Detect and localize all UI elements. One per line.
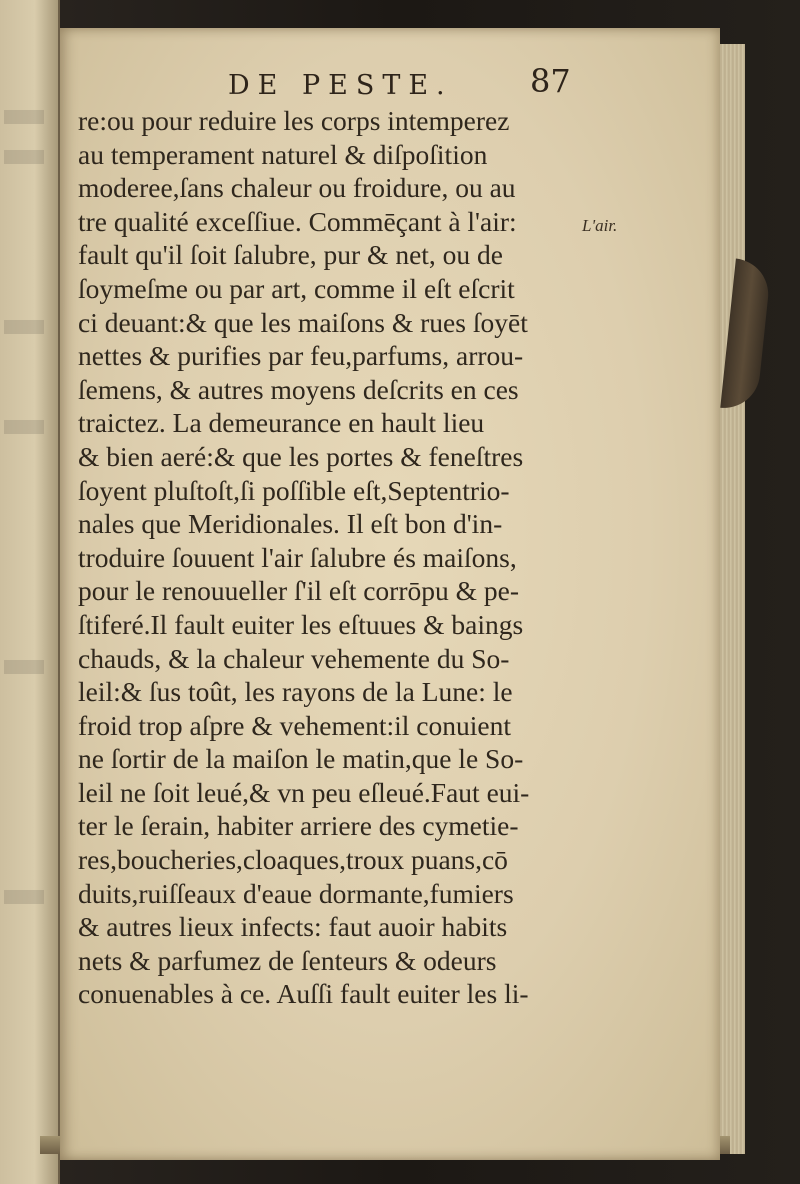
page-number: 87: [530, 62, 571, 100]
text-line: traictez. La demeurance en hault lieu: [78, 407, 485, 439]
text-line: & bien aeré:& que les portes & feneſtres: [78, 440, 524, 472]
margin-note: L'air.: [582, 216, 618, 235]
running-head: DE PESTE.: [228, 70, 453, 101]
bleed-mark: [4, 660, 44, 674]
text-line: & autres lieux infects: faut auoir habits: [78, 911, 508, 943]
bleed-mark: [4, 420, 44, 434]
text-line: au temperament naturel & diſpoſition: [78, 138, 488, 170]
text-line: ter le ſerain, habiter arriere des cymetie-: [78, 810, 519, 842]
text-line: fault qu'il ſoit ſalubre, pur & net, ou de: [78, 239, 504, 271]
text-line: nets & parfumez de ſenteurs & odeurs: [78, 944, 497, 976]
text-line: duits,ruiſſeaux d'eaue dormante,fumiers: [78, 877, 514, 909]
text-line: moderee,ſans chaleur ou froidure, ou au: [78, 172, 516, 204]
text-line: ſtiferé.Il fault euiter les eſtuues & baings: [78, 608, 524, 640]
bleed-mark: [4, 110, 44, 124]
text-line: troduire ſouuent l'air ſalubre és maiſons,: [78, 541, 517, 573]
text-line: nettes & purifies par feu,parfums, arrou-: [78, 340, 524, 372]
text-line: conuenables à ce. Auſſi fault euiter les li-: [78, 978, 529, 1010]
text-line: nales que Meridionales. Il eſt bon d'in-: [78, 508, 503, 540]
bleed-mark: [4, 320, 44, 334]
facing-page-edge: [0, 0, 60, 1184]
body-text: [78, 104, 578, 1011]
text-line: ſoyent pluſtoſt,ſi poſſible eſt,Septentrio-: [78, 474, 510, 506]
text-line: ne ſortir de la maiſon le matin,que le So-: [78, 743, 524, 775]
text-line: res,boucheries,cloaques,troux puans,cō: [78, 844, 508, 876]
text-line: ſemens, & autres moyens deſcrits en ces: [78, 373, 519, 405]
text-line: ſoymeſme ou par art, comme il eſt eſcrit: [78, 272, 515, 304]
text-line: leil ne ſoit leué,& vn peu eſleué.Faut eui-: [78, 776, 530, 808]
text-line: froid trop aſpre & vehement:il conuient: [78, 709, 511, 741]
text-line: re:ou pour reduire les corps intemperez: [78, 105, 510, 136]
bleed-mark: [4, 890, 44, 904]
text-line: ci deuant:& que les maiſons & rues ſoyēt: [78, 306, 528, 338]
bleed-mark: [4, 150, 44, 164]
text-line: leil:& ſus toût, les rayons de la Lune: le: [78, 676, 513, 708]
text-line: pour le renouueller ſ'il eſt corrōpu & pe-: [78, 575, 519, 607]
text-line: tre qualité exceſſiue. Commēçant à l'air:: [78, 205, 517, 237]
text-line: chauds, & la chaleur vehemente du So-: [78, 642, 510, 674]
